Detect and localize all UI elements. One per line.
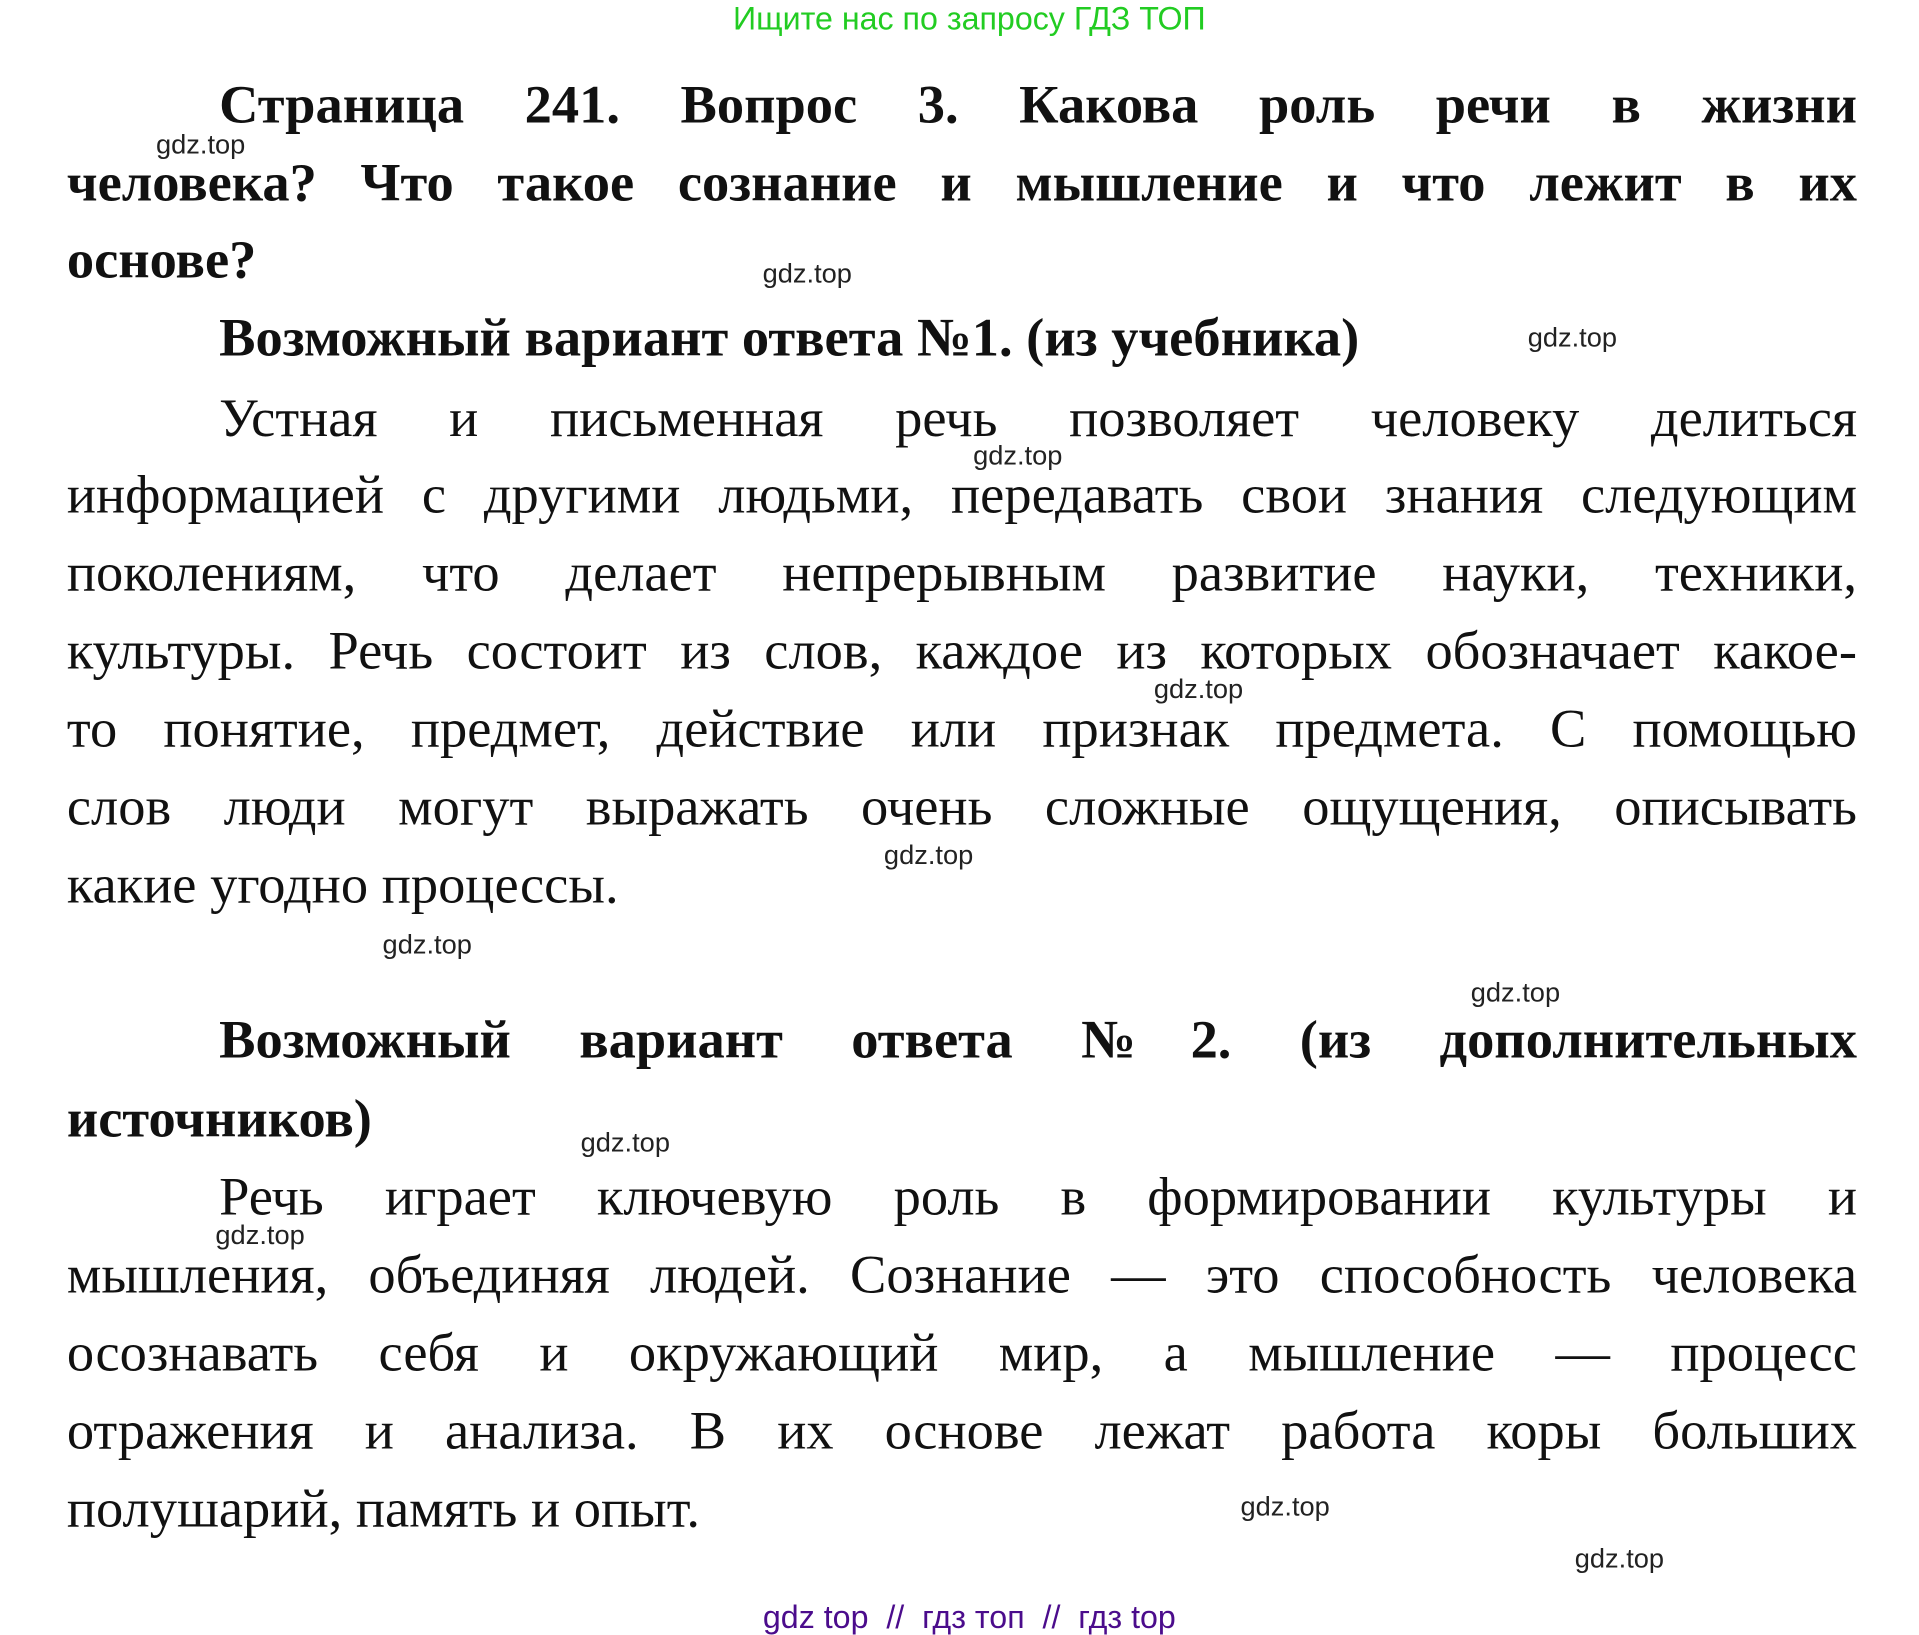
question-title-line: Страница 241. Вопрос 3. Какова роль речи в жизни bbox=[219, 74, 1858, 135]
watermark: gdz.top bbox=[155, 128, 246, 160]
answer1-line: слов люди могут выражать очень сложные ощущения, описывать bbox=[66, 776, 1857, 837]
watermark: gdz.top bbox=[762, 257, 852, 289]
watermark: gdz.top bbox=[215, 1219, 305, 1251]
watermark: gdz.top bbox=[1240, 1490, 1330, 1522]
question-title-line: человека? Что такое сознание и мышление и что лежит в их bbox=[66, 152, 1857, 213]
footer-links: gdz top // гдз топ // гдз top bbox=[762, 1598, 1176, 1635]
answer1-heading: Возможный вариант ответа №1. (из учебника) bbox=[219, 307, 1360, 368]
search-banner: Ищите нас по запросу ГДЗ ТОП bbox=[733, 0, 1206, 38]
watermark: gdz.top bbox=[580, 1126, 670, 1158]
watermark: gdz.top bbox=[382, 928, 472, 960]
answer2-line: осознавать себя и окружающий мир, а мышление — процесс bbox=[66, 1322, 1857, 1383]
answer2-line: отражения и анализа. В их основе лежат работа коры больших bbox=[66, 1400, 1857, 1461]
answer1-line: культуры. Речь состоит из слов, каждое из которых обозначает какое- bbox=[66, 620, 1857, 681]
watermark: gdz.top bbox=[973, 439, 1063, 471]
watermark: gdz.top bbox=[1574, 1542, 1665, 1574]
answer2-line: мышления, объединяя людей. Сознание — это способность человека bbox=[66, 1244, 1857, 1305]
answer2-heading: источников) bbox=[66, 1088, 372, 1149]
watermark: gdz.top bbox=[1527, 321, 1618, 353]
question-title-line: основе? bbox=[66, 229, 257, 290]
answer1-line: какие угодно процессы. bbox=[66, 854, 619, 915]
answer2-line: Речь играет ключевую роль в формировании культуры и bbox=[219, 1166, 1858, 1227]
answer2-line: полушарий, память и опыт. bbox=[66, 1478, 701, 1539]
watermark: gdz.top bbox=[1153, 673, 1244, 705]
watermark: gdz.top bbox=[1470, 976, 1561, 1008]
answer1-line: поколениям, что делает непрерывным развитие науки, техники, bbox=[66, 542, 1857, 603]
watermark: gdz.top bbox=[883, 839, 974, 871]
answer1-line: то понятие, предмет, действие или признак предмета. С помощью bbox=[66, 698, 1857, 759]
answer2-heading: Возможный вариант ответа №2. (из дополнительных bbox=[219, 1008, 1858, 1070]
answer1-line: Устная и письменная речь позволяет человеку делиться bbox=[219, 387, 1858, 449]
answer1-line: информацией с другими людьми, передавать свои знания следующим bbox=[66, 464, 1857, 525]
